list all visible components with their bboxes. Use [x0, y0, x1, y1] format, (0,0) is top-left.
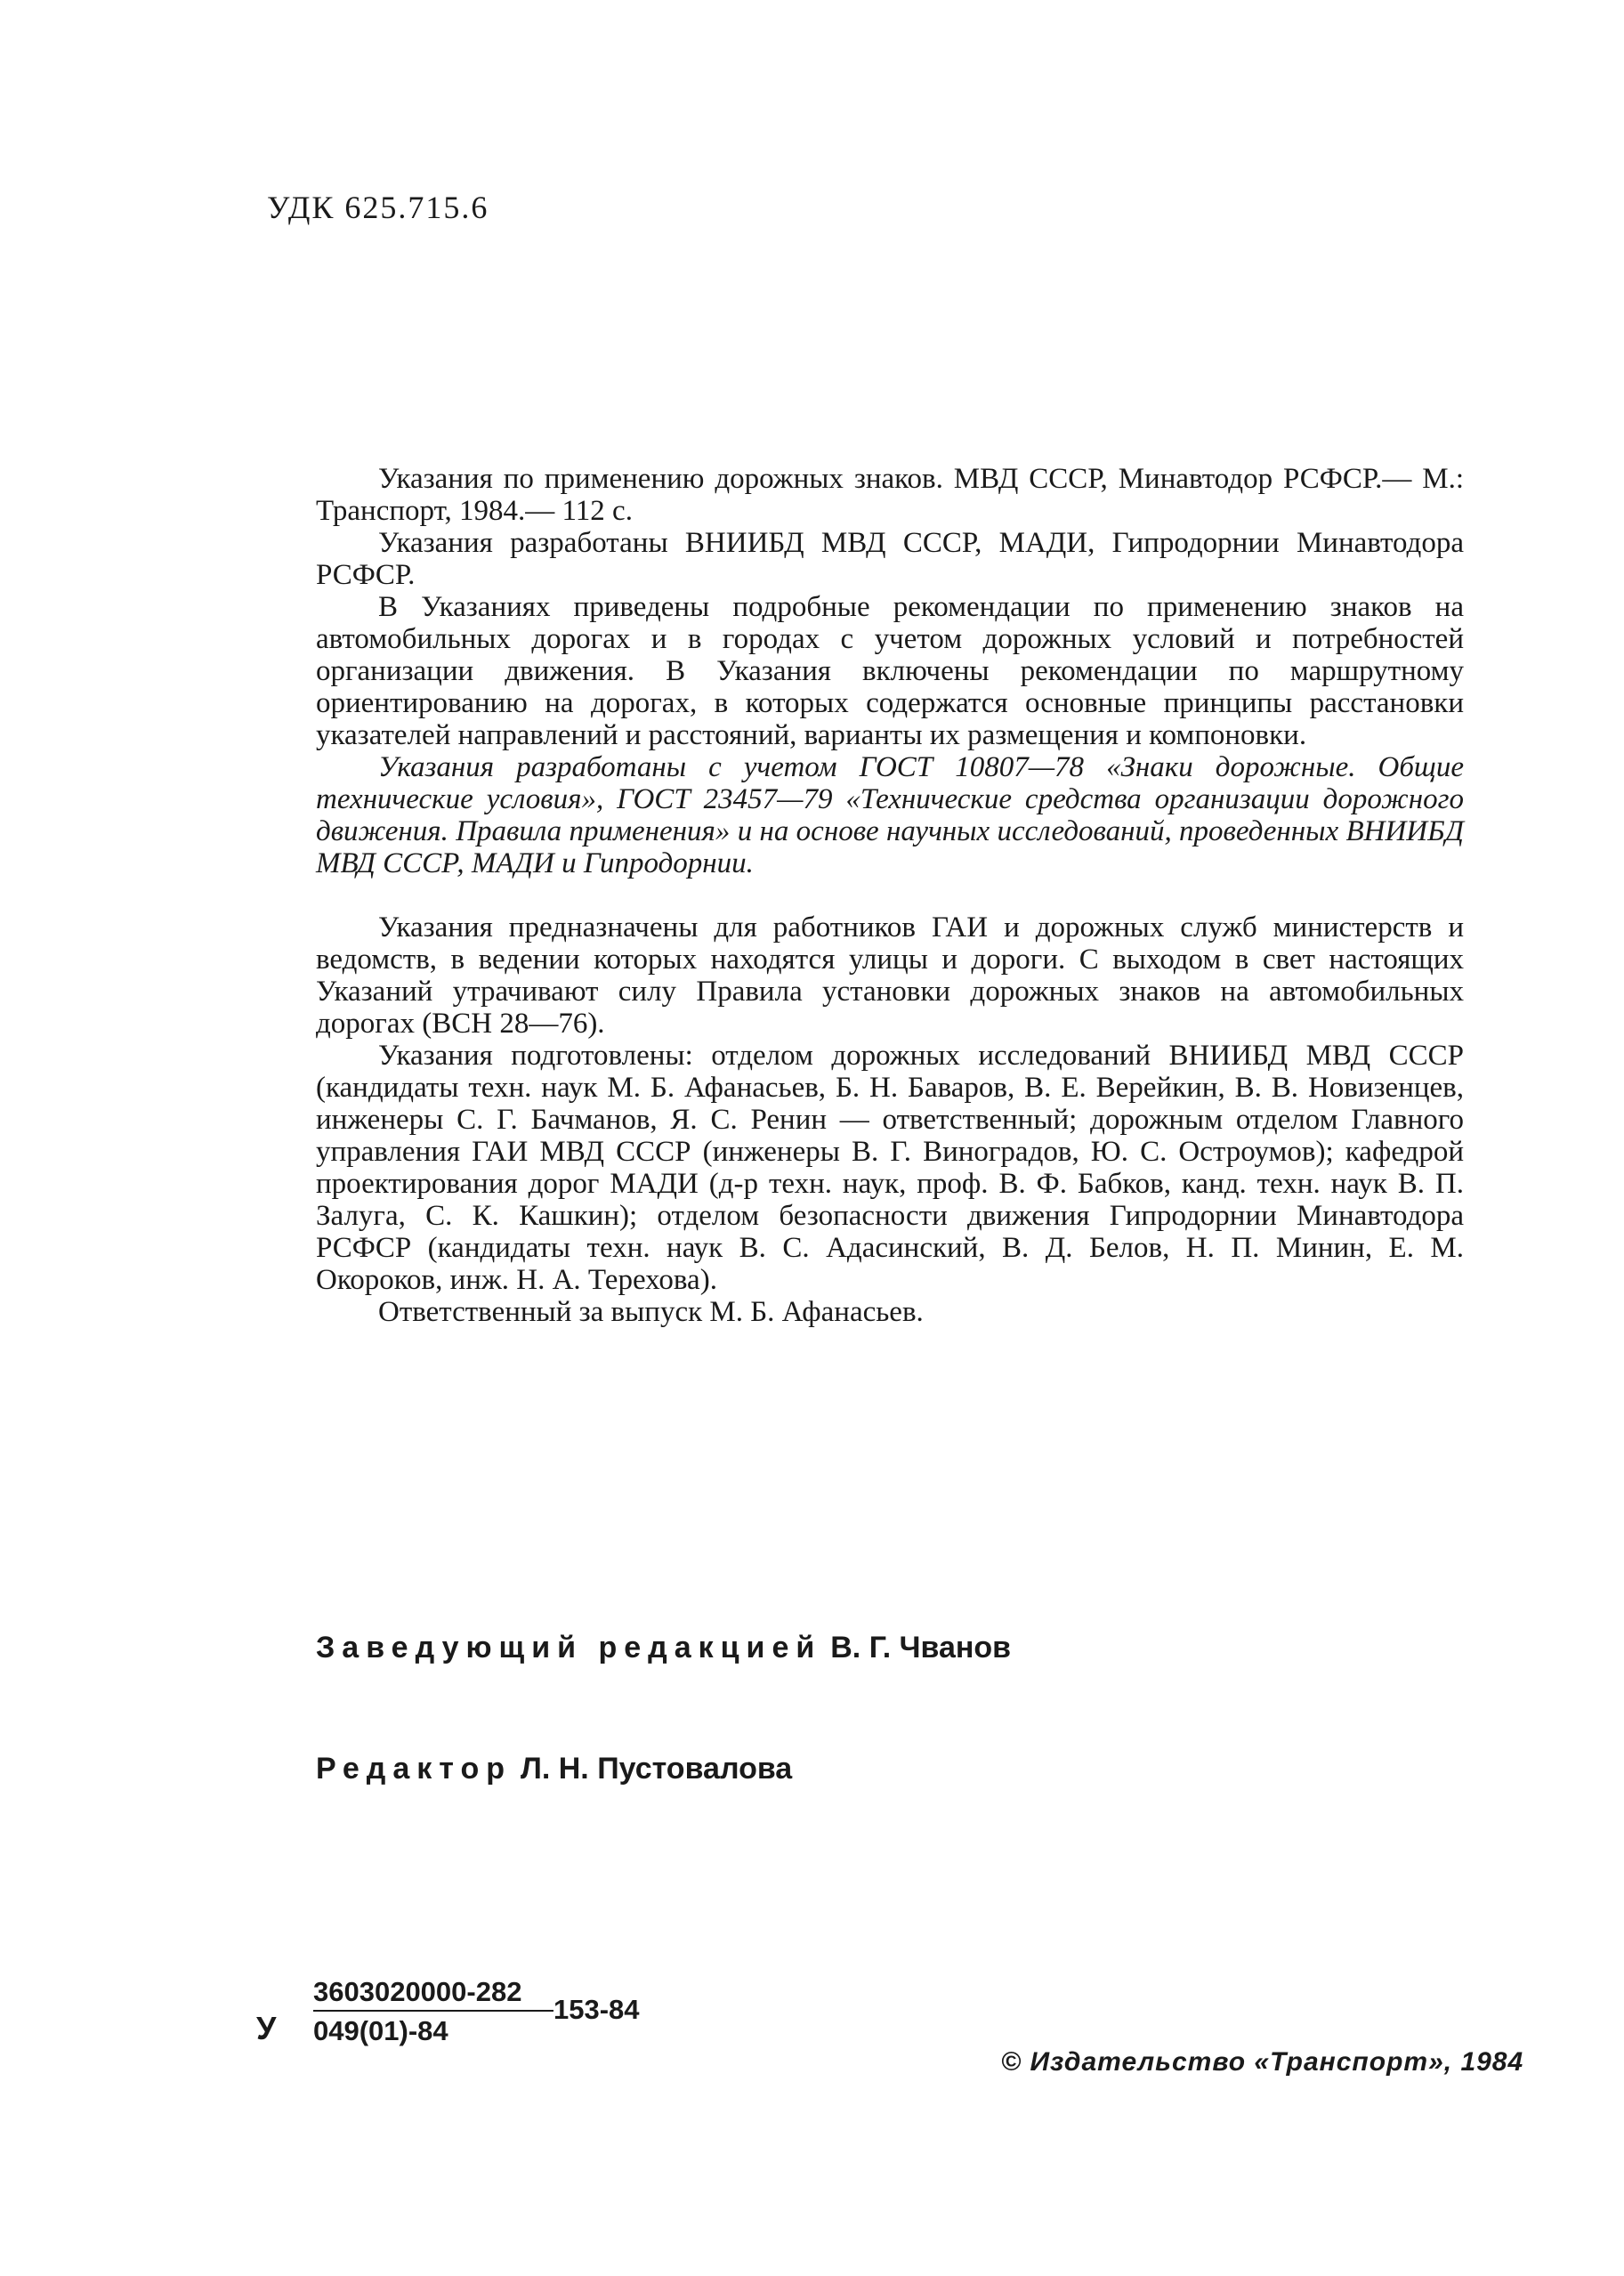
head-editor-credit	[316, 1631, 1011, 1665]
standards-paragraph: Указания разработаны с учетом ГОСТ 10807—78 «Знаки дорожные. Общие технические условия», ГОСТ 23457—79 «Технические средства организации дорожного движения. Правила применения» и на основе научных исследований, проведенных ВНИИБД МВД СССР, МАДИ и Гипродорнии.	[316, 751, 1464, 879]
developers-paragraph: Указания разработаны ВНИИБД МВД СССР, МАДИ, Гипродорнии Минавтодора РСФСР.	[316, 527, 1464, 591]
head-editor-name: В. Г. Чванов	[830, 1631, 1012, 1664]
udk-code: УДК 625.715.6	[267, 190, 489, 225]
audience-paragraph: Указания предназначены для работников ГАИ и дорожных служб министерств и ведомств, в ведении которых находятся улицы и дороги. С выходом в свет настоящих Указаний утрачивают силу Правила установки дорожных знаков на автомобильных дорогах (ВСН 28—76).	[316, 911, 1464, 1040]
publication-index-letter: У	[256, 2010, 277, 2046]
head-editor-role: Заведующий редакцией	[316, 1631, 822, 1664]
index-suffix: 153-84	[553, 1994, 640, 2025]
annotation-block	[316, 463, 1464, 1328]
responsible-paragraph: Ответственный за выпуск М. Б. Афанасьев.	[378, 1296, 924, 1328]
bibliographic-description: Указания по применению дорожных знаков. МВД СССР, Минавтодор РСФСР.— М.: Транспорт, 1984.— 112 с.	[316, 463, 1464, 527]
publication-index-fraction	[313, 1974, 553, 2051]
index-denominator: 049(01)-84	[313, 2015, 448, 2046]
index-numerator: 3603020000-282	[313, 1974, 553, 2012]
editor-name: Л. Н. Пустовалова	[521, 1752, 793, 1786]
copyright-notice: © Издательство «Транспорт», 1984	[1001, 2047, 1524, 2077]
editor-credit	[316, 1752, 792, 1786]
contents-paragraph: В Указаниях приведены подробные рекомендации по применению знаков на автомобильных дорогах и в городах с учетом дорожных условий и потребностей организации движения. В Указания включены рекомендации по маршрутному ориентированию на дорогах, в которых содержатся основные принципы расстановки указателей направлений и расстояний, варианты их размещения и компоновки.	[316, 591, 1464, 751]
authors-paragraph: Указания подготовлены: отделом дорожных исследований ВНИИБД МВД СССР (кандидаты техн. наук М. Б. Афанасьев, Б. Н. Баваров, В. Е. Верейкин, В. В. Новизенцев, инженеры С. Г. Бачманов, Я. С. Ренин — ответственный; дорожным отделом Главного управления ГАИ МВД СССР (инженеры В. Г. Виноградов, Ю. С. Остроумов); кафедрой проектирования дорог МАДИ (д-р техн. наук, проф. В. Ф. Бабков, канд. техн. наук В. П. Залуга, С. К. Кашкин); отделом безопасности движения Гипродорнии Минавтодора РСФСР (кандидаты техн. наук В. С. Адасинский, В. Д. Белов, Н. П. Минин, Е. М. Окороков, инж. Н. А. Терехова).	[316, 1040, 1464, 1296]
editor-role: Редактор	[316, 1752, 512, 1786]
